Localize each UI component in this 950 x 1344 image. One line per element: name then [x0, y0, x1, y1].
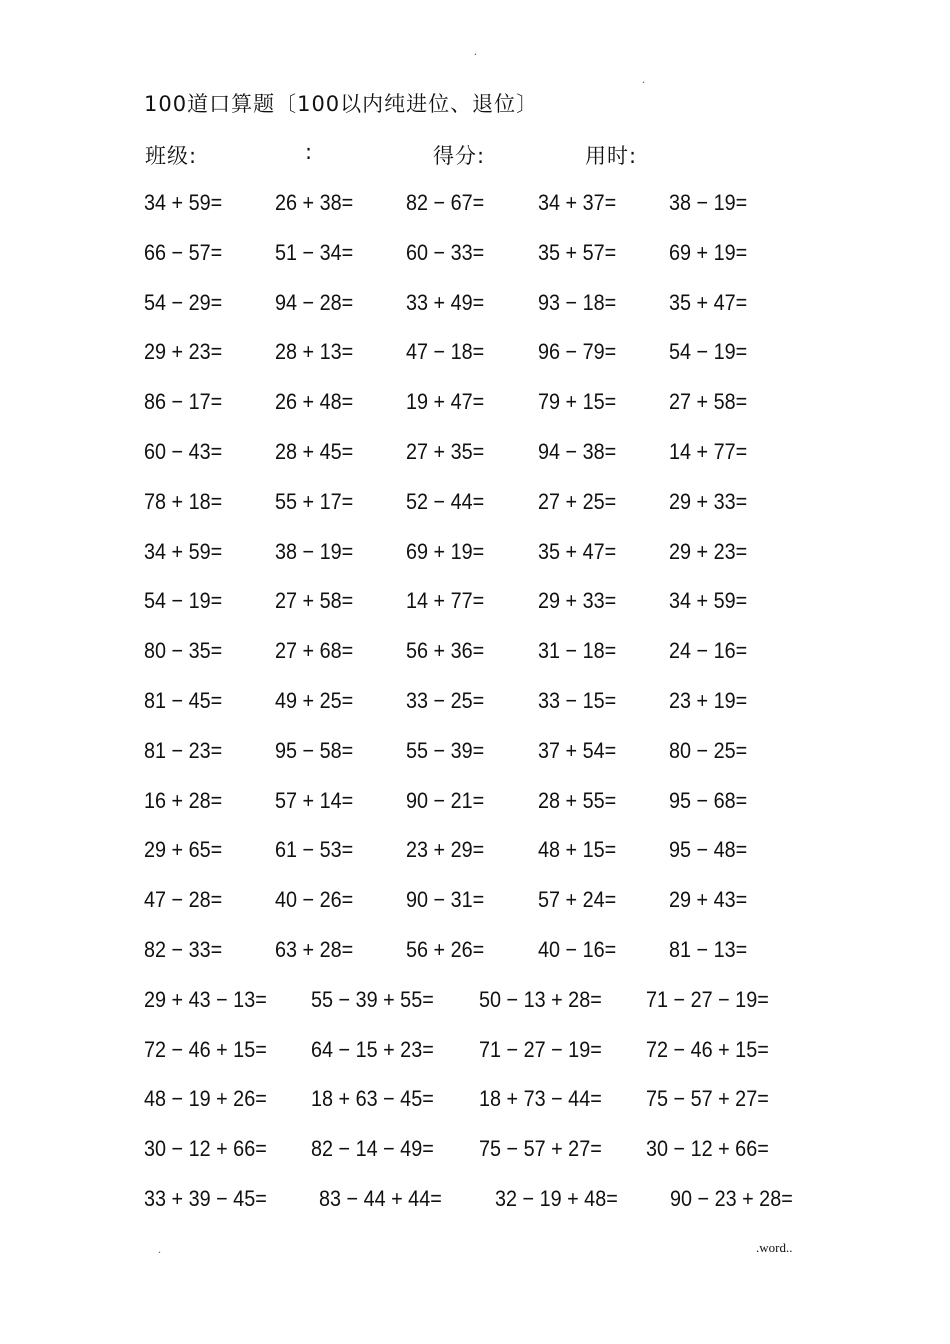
problem-item: 93 − 18= — [538, 290, 617, 315]
problem-item: 34 + 37= — [538, 190, 617, 215]
problem-item: 27 + 58= — [669, 389, 748, 414]
problem-item: 19 + 47= — [406, 389, 485, 414]
page-title: 100道口算题〔100以内纯进位、退位〕 — [144, 92, 539, 116]
problem-item: 54 − 19= — [669, 339, 748, 364]
problem-item: 94 − 38= — [538, 439, 617, 464]
problem-item: 52 − 44= — [406, 489, 485, 514]
problem-item: 24 − 16= — [669, 638, 748, 663]
problem-item: 96 − 79= — [538, 339, 617, 364]
problem-item: 38 − 19= — [275, 539, 354, 564]
problem-item: 35 + 47= — [669, 290, 748, 315]
problem-item: 95 − 58= — [275, 738, 354, 763]
problem-item: 29 + 43= — [669, 887, 748, 912]
problem-item: 86 − 17= — [144, 389, 223, 414]
problem-item: 69 + 19= — [406, 539, 485, 564]
problem-item: 57 + 14= — [275, 788, 354, 813]
problem-item: 81 − 23= — [144, 738, 223, 763]
problem-item: 23 + 29= — [406, 837, 485, 862]
problem-item: 35 + 47= — [538, 539, 617, 564]
problem-item: 33 − 15= — [538, 688, 617, 713]
problem-item: 55 + 17= — [275, 489, 354, 514]
problem-item: 30 − 12 + 66= — [646, 1136, 769, 1161]
problem-item: 64 − 15 + 23= — [311, 1037, 434, 1062]
problem-item: 51 − 34= — [275, 240, 354, 265]
problem-item: 27 + 25= — [538, 489, 617, 514]
problem-item: 83 − 44 + 44= — [319, 1186, 442, 1211]
problem-item: 30 − 12 + 66= — [144, 1136, 267, 1161]
problem-item: 33 − 25= — [406, 688, 485, 713]
problem-item: 29 + 33= — [669, 489, 748, 514]
problem-item: 75 − 57 + 27= — [646, 1086, 769, 1111]
problem-item: 29 + 43 − 13= — [144, 987, 267, 1012]
problem-item: 95 − 48= — [669, 837, 748, 862]
problem-item: 82 − 14 − 49= — [311, 1136, 434, 1161]
problem-item: 18 + 63 − 45= — [311, 1086, 434, 1111]
problem-item: 95 − 68= — [669, 788, 748, 813]
problem-item: 35 + 57= — [538, 240, 617, 265]
problem-item: 66 − 57= — [144, 240, 223, 265]
problem-item: 55 − 39= — [406, 738, 485, 763]
problem-item: 63 + 28= — [275, 937, 354, 962]
problem-item: 47 − 18= — [406, 339, 485, 364]
problem-item: 54 − 29= — [144, 290, 223, 315]
problem-item: 34 + 59= — [144, 539, 223, 564]
problem-item: 26 + 48= — [275, 389, 354, 414]
problem-item: 82 − 67= — [406, 190, 485, 215]
problem-item: 37 + 54= — [538, 738, 617, 763]
problem-item: 81 − 13= — [669, 937, 748, 962]
problem-item: 38 − 19= — [669, 190, 748, 215]
problem-item: 90 − 21= — [406, 788, 485, 813]
problem-item: 79 + 15= — [538, 389, 617, 414]
problem-item: 50 − 13 + 28= — [479, 987, 602, 1012]
problem-item: 60 − 33= — [406, 240, 485, 265]
problem-item: 72 − 46 + 15= — [646, 1037, 769, 1062]
problem-item: 55 − 39 + 55= — [311, 987, 434, 1012]
problem-item: 81 − 45= — [144, 688, 223, 713]
time-label: 用时: — [585, 144, 638, 168]
problem-item: 29 + 65= — [144, 837, 223, 862]
problem-item: 34 + 59= — [144, 190, 223, 215]
problem-item: 18 + 73 − 44= — [479, 1086, 602, 1111]
problem-item: 90 − 31= — [406, 887, 485, 912]
problem-item: 23 + 19= — [669, 688, 748, 713]
problem-item: 28 + 45= — [275, 439, 354, 464]
problem-item: 56 + 26= — [406, 937, 485, 962]
problem-item: 71 − 27 − 19= — [479, 1037, 602, 1062]
problem-item: 32 − 19 + 48= — [495, 1186, 618, 1211]
problem-item: 82 − 33= — [144, 937, 223, 962]
problem-item: 29 + 23= — [669, 539, 748, 564]
problem-item: 28 + 55= — [538, 788, 617, 813]
problem-item: 29 + 23= — [144, 339, 223, 364]
problem-item: 34 + 59= — [669, 588, 748, 613]
problem-item: 33 + 39 − 45= — [144, 1186, 267, 1211]
problem-item: 69 + 19= — [669, 240, 748, 265]
problem-item: 90 − 23 + 28= — [670, 1186, 793, 1211]
problem-item: 40 − 26= — [275, 887, 354, 912]
class-label: 班级: — [145, 144, 198, 168]
problem-item: 57 + 24= — [538, 887, 617, 912]
score-label: 得分: — [433, 144, 486, 168]
problem-item: 29 + 33= — [538, 588, 617, 613]
problem-item: 48 − 19 + 26= — [144, 1086, 267, 1111]
problem-item: 75 − 57 + 27= — [479, 1136, 602, 1161]
problem-item: 80 − 35= — [144, 638, 223, 663]
problem-item: 80 − 25= — [669, 738, 748, 763]
problem-item: 72 − 46 + 15= — [144, 1037, 267, 1062]
problem-item: 71 − 27 − 19= — [646, 987, 769, 1012]
problem-item: 94 − 28= — [275, 290, 354, 315]
top-dot: . — [474, 44, 477, 58]
problem-item: 40 − 16= — [538, 937, 617, 962]
problem-item: 14 + 77= — [406, 588, 485, 613]
footer-watermark: .word.. — [756, 1240, 793, 1255]
problem-item: 31 − 18= — [538, 638, 617, 663]
problem-item: 48 + 15= — [538, 837, 617, 862]
problem-item: 16 + 28= — [144, 788, 223, 813]
top-dot: . — [642, 72, 645, 86]
problem-item: 78 + 18= — [144, 489, 223, 514]
problem-item: 47 − 28= — [144, 887, 223, 912]
problem-item: 56 + 36= — [406, 638, 485, 663]
problem-item: 27 + 58= — [275, 588, 354, 613]
footer-dot: . — [158, 1242, 161, 1256]
problem-item: 27 + 35= — [406, 439, 485, 464]
problem-item: 33 + 49= — [406, 290, 485, 315]
name-label: : — [305, 140, 314, 164]
problem-item: 49 + 25= — [275, 688, 354, 713]
problem-item: 61 − 53= — [275, 837, 354, 862]
problem-item: 54 − 19= — [144, 588, 223, 613]
problem-item: 14 + 77= — [669, 439, 748, 464]
problem-item: 26 + 38= — [275, 190, 354, 215]
problem-item: 28 + 13= — [275, 339, 354, 364]
problem-item: 27 + 68= — [275, 638, 354, 663]
problem-item: 60 − 43= — [144, 439, 223, 464]
